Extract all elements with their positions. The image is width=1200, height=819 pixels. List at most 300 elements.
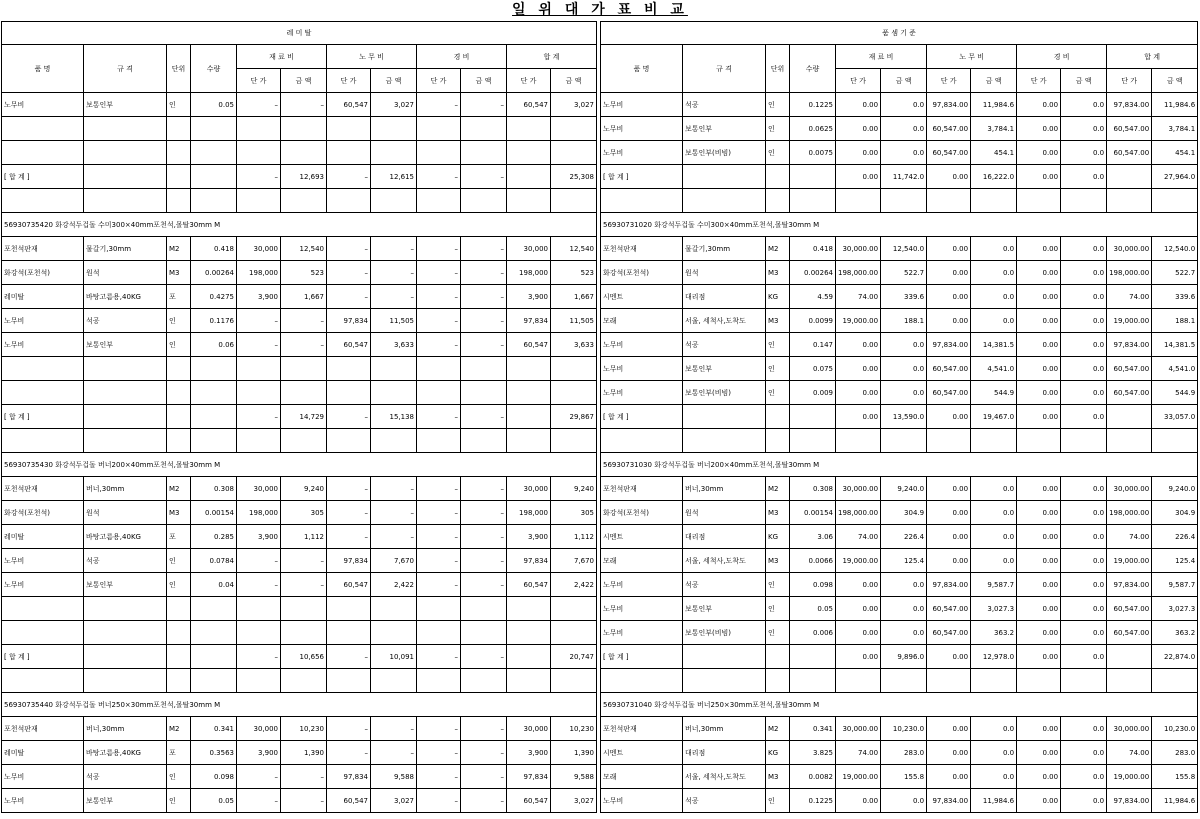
spec-cell <box>683 405 766 429</box>
table-row <box>601 573 1198 597</box>
total-amount-cell: 1,112 <box>551 525 597 549</box>
expense-amount-cell: – <box>461 501 507 525</box>
labor-amount-cell: 16,222.0 <box>971 165 1017 189</box>
item-cell: 노무비 <box>2 93 84 117</box>
qty-cell: 0.308 <box>790 477 836 501</box>
expense-amount-cell: 0.0 <box>1061 645 1107 669</box>
expense-amount-cell: 0.0 <box>1061 477 1107 501</box>
expense-amount-cell: 0.0 <box>1061 621 1107 645</box>
qty-cell: 0.1225 <box>790 93 836 117</box>
table-row <box>601 549 1198 573</box>
total-amount-cell: 1,390 <box>551 741 597 765</box>
total-unit-price-cell: 97,834 <box>507 309 551 333</box>
labor-amount-cell: 3,027.3 <box>971 597 1017 621</box>
labor-amount-cell: – <box>371 261 417 285</box>
total-amount-cell: 10,230 <box>551 717 597 741</box>
empty-cell <box>1152 669 1198 693</box>
empty-cell <box>2 117 84 141</box>
unit-cell: 포 <box>167 741 191 765</box>
total-unit-price-cell: 97,834.00 <box>1107 789 1152 813</box>
expense-amount-cell: – <box>461 93 507 117</box>
header-material: 재 료 비 <box>836 45 927 69</box>
qty-cell <box>191 165 237 189</box>
labor-unit-price-cell: 60,547.00 <box>927 141 971 165</box>
expense-amount-cell: 0.0 <box>1061 165 1107 189</box>
labor-unit-price-cell: 0.00 <box>927 477 971 501</box>
table-row <box>601 765 1198 789</box>
empty-cell <box>1017 189 1061 213</box>
empty-cell <box>237 117 281 141</box>
labor-unit-price-cell: – <box>327 525 371 549</box>
expense-amount-cell: – <box>461 765 507 789</box>
material-amount-cell: 125.4 <box>881 549 927 573</box>
item-cell: 노무비 <box>2 333 84 357</box>
empty-cell <box>237 621 281 645</box>
unit-cell: 인 <box>167 789 191 813</box>
total-unit-price-cell <box>1107 645 1152 669</box>
empty-cell <box>2 597 84 621</box>
item-cell: 시멘트 <box>601 525 683 549</box>
qty-cell: 0.00154 <box>790 501 836 525</box>
material-amount-cell: 12,693 <box>281 165 327 189</box>
labor-unit-price-cell: 0.00 <box>927 501 971 525</box>
table-row <box>601 717 1198 741</box>
empty-cell <box>191 357 237 381</box>
empty-cell <box>683 189 766 213</box>
labor-unit-price-cell: – <box>327 477 371 501</box>
blank-row <box>2 621 597 645</box>
unit-cell: 인 <box>766 597 790 621</box>
qty-cell: 0.308 <box>191 477 237 501</box>
empty-cell <box>237 669 281 693</box>
table-row <box>601 501 1198 525</box>
spec-cell: 원석 <box>84 261 167 285</box>
item-cell: 노무비 <box>601 93 683 117</box>
labor-unit-price-cell: 0.00 <box>927 741 971 765</box>
material-amount-cell: 0.0 <box>881 597 927 621</box>
empty-cell <box>927 429 971 453</box>
labor-amount-cell: 4,541.0 <box>971 357 1017 381</box>
total-unit-price-cell: 60,547.00 <box>1107 621 1152 645</box>
expense-unit-price-cell: – <box>417 405 461 429</box>
item-cell: 화강석(포천석) <box>2 501 84 525</box>
header-amount: 금 액 <box>1152 69 1198 93</box>
qty-cell <box>790 165 836 189</box>
labor-amount-cell: 0.0 <box>971 309 1017 333</box>
unit-cell: M3 <box>167 261 191 285</box>
table-row <box>2 93 597 117</box>
blank-row <box>601 669 1198 693</box>
table-row <box>2 525 597 549</box>
group-header-row <box>601 453 1198 477</box>
qty-cell: 0.05 <box>790 597 836 621</box>
qty-cell: 0.075 <box>790 357 836 381</box>
unit-cell: M2 <box>167 237 191 261</box>
qty-cell: 0.0784 <box>191 549 237 573</box>
material-amount-cell: 0.0 <box>881 621 927 645</box>
empty-cell <box>766 669 790 693</box>
unit-cell <box>766 165 790 189</box>
empty-cell <box>551 429 597 453</box>
qty-cell: 3.06 <box>790 525 836 549</box>
table-row <box>601 597 1198 621</box>
labor-amount-cell: 14,381.5 <box>971 333 1017 357</box>
qty-cell: 0.0099 <box>790 309 836 333</box>
material-unit-price-cell: 0.00 <box>836 789 881 813</box>
labor-amount-cell: 7,670 <box>371 549 417 573</box>
spec-cell: 석공 <box>683 789 766 813</box>
empty-cell <box>836 189 881 213</box>
expense-amount-cell: – <box>461 549 507 573</box>
expense-amount-cell: – <box>461 645 507 669</box>
header-amount: 금 액 <box>281 69 327 93</box>
unit-cell <box>167 165 191 189</box>
material-unit-price-cell: 19,000.00 <box>836 765 881 789</box>
empty-cell <box>1107 669 1152 693</box>
empty-cell <box>836 669 881 693</box>
unit-cell: KG <box>766 525 790 549</box>
empty-cell <box>507 597 551 621</box>
empty-cell <box>371 357 417 381</box>
spec-cell: 석공 <box>683 573 766 597</box>
expense-unit-price-cell: 0.00 <box>1017 357 1061 381</box>
empty-cell <box>551 597 597 621</box>
empty-cell <box>327 597 371 621</box>
empty-cell <box>167 141 191 165</box>
header-amount: 금 액 <box>881 69 927 93</box>
blank-row <box>2 117 597 141</box>
labor-unit-price-cell: 60,547.00 <box>927 381 971 405</box>
item-cell: 화강석(포천석) <box>601 261 683 285</box>
material-amount-cell: 283.0 <box>881 741 927 765</box>
qty-cell: 0.418 <box>191 237 237 261</box>
labor-unit-price-cell: 60,547.00 <box>927 597 971 621</box>
material-amount-cell: 12,540 <box>281 237 327 261</box>
empty-cell <box>167 621 191 645</box>
empty-cell <box>2 429 84 453</box>
left-section-title: 레 미 탈 <box>2 22 597 45</box>
empty-cell <box>281 189 327 213</box>
material-unit-price-cell: – <box>237 549 281 573</box>
qty-cell: 0.4275 <box>191 285 237 309</box>
unit-cell: 인 <box>766 141 790 165</box>
total-amount-cell: 3,027 <box>551 93 597 117</box>
material-unit-price-cell: 198,000 <box>237 261 281 285</box>
spec-cell: 버너,30mm <box>84 717 167 741</box>
total-unit-price-cell <box>507 645 551 669</box>
spec-cell: 석공 <box>683 333 766 357</box>
empty-cell <box>191 429 237 453</box>
empty-cell <box>461 429 507 453</box>
table-row <box>2 333 597 357</box>
spec-cell: 대리점 <box>683 741 766 765</box>
unit-cell: M2 <box>167 477 191 501</box>
unit-cell: M3 <box>766 549 790 573</box>
total-amount-cell: 523 <box>551 261 597 285</box>
material-unit-price-cell: – <box>237 573 281 597</box>
item-cell: 노무비 <box>2 309 84 333</box>
item-cell: [ 합 계 ] <box>2 405 84 429</box>
empty-cell <box>683 669 766 693</box>
empty-cell <box>191 117 237 141</box>
expense-amount-cell: – <box>461 261 507 285</box>
left-table-body <box>2 22 597 813</box>
spec-cell <box>84 165 167 189</box>
empty-cell <box>1152 189 1198 213</box>
expense-amount-cell: 0.0 <box>1061 333 1107 357</box>
qty-cell: 0.0066 <box>790 549 836 573</box>
spec-cell: 원석 <box>84 501 167 525</box>
expense-unit-price-cell: 0.00 <box>1017 141 1061 165</box>
material-unit-price-cell: 30,000.00 <box>836 477 881 501</box>
group-header-text: 56930731030 화강석두겁돌 버너200×40mm포천석,몰탈30mm M <box>601 453 1198 477</box>
spec-cell <box>683 165 766 189</box>
empty-cell <box>551 381 597 405</box>
total-amount-cell: 1,667 <box>551 285 597 309</box>
material-amount-cell: 0.0 <box>881 381 927 405</box>
item-cell: 노무비 <box>601 381 683 405</box>
left-cost-table <box>1 21 597 813</box>
qty-cell <box>191 645 237 669</box>
spec-cell: 서울, 세척사,도착도 <box>683 549 766 573</box>
labor-amount-cell: 0.0 <box>971 765 1017 789</box>
empty-cell <box>167 597 191 621</box>
empty-cell <box>371 621 417 645</box>
empty-cell <box>2 669 84 693</box>
material-amount-cell: 9,240.0 <box>881 477 927 501</box>
expense-amount-cell: 0.0 <box>1061 381 1107 405</box>
total-unit-price-cell: 198,000 <box>507 501 551 525</box>
empty-cell <box>1107 189 1152 213</box>
total-unit-price-cell: 74.00 <box>1107 285 1152 309</box>
table-row <box>2 477 597 501</box>
material-unit-price-cell: 19,000.00 <box>836 549 881 573</box>
material-unit-price-cell: 198,000.00 <box>836 501 881 525</box>
empty-cell <box>2 357 84 381</box>
total-unit-price-cell: 60,547 <box>507 93 551 117</box>
empty-cell <box>281 381 327 405</box>
empty-cell <box>417 597 461 621</box>
header-amount: 금 액 <box>461 69 507 93</box>
empty-cell <box>281 621 327 645</box>
table-row <box>601 117 1198 141</box>
empty-cell <box>417 429 461 453</box>
empty-cell <box>371 597 417 621</box>
labor-amount-cell: 0.0 <box>971 261 1017 285</box>
labor-amount-cell: 11,984.6 <box>971 789 1017 813</box>
expense-unit-price-cell: 0.00 <box>1017 309 1061 333</box>
unit-cell: 인 <box>766 573 790 597</box>
total-unit-price-cell: 198,000.00 <box>1107 261 1152 285</box>
spec-cell: 보통인부 <box>84 573 167 597</box>
unit-cell: 인 <box>766 621 790 645</box>
material-amount-cell: 522.7 <box>881 261 927 285</box>
total-unit-price-cell <box>1107 405 1152 429</box>
labor-unit-price-cell: 0.00 <box>927 765 971 789</box>
table-row <box>2 237 597 261</box>
expense-amount-cell: – <box>461 405 507 429</box>
unit-cell: 인 <box>766 333 790 357</box>
spec-cell: 보통인부(비빔) <box>683 381 766 405</box>
expense-amount-cell: 0.0 <box>1061 117 1107 141</box>
material-amount-cell: 188.1 <box>881 309 927 333</box>
total-amount-cell: 33,057.0 <box>1152 405 1198 429</box>
empty-cell <box>84 381 167 405</box>
labor-amount-cell: – <box>371 525 417 549</box>
material-amount-cell: 11,742.0 <box>881 165 927 189</box>
empty-cell <box>461 141 507 165</box>
material-unit-price-cell: 30,000.00 <box>836 237 881 261</box>
qty-cell: 0.0075 <box>790 141 836 165</box>
empty-cell <box>327 381 371 405</box>
labor-unit-price-cell: 97,834.00 <box>927 333 971 357</box>
qty-cell: 0.341 <box>191 717 237 741</box>
labor-unit-price-cell: 60,547 <box>327 573 371 597</box>
header-amount: 금 액 <box>1061 69 1107 93</box>
unit-cell: M3 <box>766 765 790 789</box>
labor-unit-price-cell: 0.00 <box>927 261 971 285</box>
header-amount: 금 액 <box>371 69 417 93</box>
material-unit-price-cell: – <box>237 645 281 669</box>
labor-amount-cell: 544.9 <box>971 381 1017 405</box>
qty-cell: 0.04 <box>191 573 237 597</box>
expense-amount-cell: – <box>461 525 507 549</box>
labor-amount-cell: 0.0 <box>971 501 1017 525</box>
empty-cell <box>507 117 551 141</box>
labor-unit-price-cell: 0.00 <box>927 237 971 261</box>
material-amount-cell: 10,230 <box>281 717 327 741</box>
empty-cell <box>881 189 927 213</box>
material-unit-price-cell: – <box>237 309 281 333</box>
material-unit-price-cell: 74.00 <box>836 741 881 765</box>
spec-cell: 보통인부 <box>84 333 167 357</box>
total-amount-cell: 14,381.5 <box>1152 333 1198 357</box>
labor-amount-cell: 19,467.0 <box>971 405 1017 429</box>
total-amount-cell: 454.1 <box>1152 141 1198 165</box>
labor-amount-cell: 11,984.6 <box>971 93 1017 117</box>
unit-cell: 인 <box>167 549 191 573</box>
empty-cell <box>371 117 417 141</box>
expense-amount-cell: – <box>461 789 507 813</box>
labor-amount-cell: – <box>371 237 417 261</box>
total-amount-cell: 3,784.1 <box>1152 117 1198 141</box>
empty-cell <box>417 669 461 693</box>
material-unit-price-cell: 0.00 <box>836 405 881 429</box>
empty-cell <box>167 381 191 405</box>
material-amount-cell: 0.0 <box>881 141 927 165</box>
unit-cell: 포 <box>167 285 191 309</box>
table-row <box>601 741 1198 765</box>
blank-row <box>601 189 1198 213</box>
total-amount-cell: 283.0 <box>1152 741 1198 765</box>
table-row <box>2 261 597 285</box>
empty-cell <box>461 621 507 645</box>
material-amount-cell: 10,656 <box>281 645 327 669</box>
total-unit-price-cell: 97,834 <box>507 549 551 573</box>
empty-cell <box>191 141 237 165</box>
item-cell: 모래 <box>601 309 683 333</box>
header-amount: 금 액 <box>551 69 597 93</box>
labor-unit-price-cell: – <box>327 741 371 765</box>
material-amount-cell: 0.0 <box>881 789 927 813</box>
qty-cell <box>790 405 836 429</box>
group-header-row <box>2 693 597 717</box>
expense-unit-price-cell: 0.00 <box>1017 765 1061 789</box>
material-unit-price-cell: 0.00 <box>836 381 881 405</box>
expense-unit-price-cell: – <box>417 165 461 189</box>
qty-cell <box>191 405 237 429</box>
empty-cell <box>237 141 281 165</box>
empty-cell <box>601 669 683 693</box>
qty-cell: 0.06 <box>191 333 237 357</box>
header-total: 합 계 <box>507 45 597 69</box>
labor-unit-price-cell: 97,834.00 <box>927 573 971 597</box>
total-unit-price-cell: 74.00 <box>1107 525 1152 549</box>
qty-cell: 0.147 <box>790 333 836 357</box>
material-unit-price-cell: 0.00 <box>836 573 881 597</box>
total-amount-cell: 29,867 <box>551 405 597 429</box>
item-cell: 노무비 <box>601 141 683 165</box>
empty-cell <box>507 357 551 381</box>
labor-unit-price-cell: 0.00 <box>927 717 971 741</box>
table-row <box>2 549 597 573</box>
material-unit-price-cell: – <box>237 789 281 813</box>
table-row <box>601 789 1198 813</box>
table-row <box>2 645 597 669</box>
expense-amount-cell: 0.0 <box>1061 237 1107 261</box>
qty-cell: 0.0625 <box>790 117 836 141</box>
empty-cell <box>191 621 237 645</box>
material-amount-cell: – <box>281 309 327 333</box>
total-unit-price-cell: 30,000 <box>507 717 551 741</box>
qty-cell: 0.00264 <box>790 261 836 285</box>
material-amount-cell: 0.0 <box>881 357 927 381</box>
empty-cell <box>551 189 597 213</box>
material-unit-price-cell: 0.00 <box>836 597 881 621</box>
material-unit-price-cell: 30,000 <box>237 237 281 261</box>
spec-cell: 보통인부(비빔) <box>683 141 766 165</box>
group-header-text: 56930735430 화강석두겁돌 버너200×40mm포천석,몰탈30mm M <box>2 453 597 477</box>
unit-cell: 인 <box>167 309 191 333</box>
empty-cell <box>601 189 683 213</box>
unit-cell <box>766 405 790 429</box>
table-row <box>2 765 597 789</box>
material-amount-cell: 13,590.0 <box>881 405 927 429</box>
empty-cell <box>191 189 237 213</box>
header-unit-price: 단 가 <box>1107 69 1152 93</box>
qty-cell: 0.00154 <box>191 501 237 525</box>
table-row <box>601 381 1198 405</box>
expense-unit-price-cell: – <box>417 261 461 285</box>
material-amount-cell: – <box>281 549 327 573</box>
empty-cell <box>417 381 461 405</box>
unit-cell: KG <box>766 741 790 765</box>
total-amount-cell: 2,422 <box>551 573 597 597</box>
labor-amount-cell: – <box>371 477 417 501</box>
spec-cell: 대리점 <box>683 285 766 309</box>
total-unit-price-cell <box>507 165 551 189</box>
table-row <box>601 405 1198 429</box>
expense-unit-price-cell: 0.00 <box>1017 381 1061 405</box>
expense-amount-cell: 0.0 <box>1061 501 1107 525</box>
total-unit-price-cell: 3,900 <box>507 285 551 309</box>
empty-cell <box>371 141 417 165</box>
total-unit-price-cell: 19,000.00 <box>1107 309 1152 333</box>
header-material: 재 료 비 <box>237 45 327 69</box>
material-unit-price-cell: 198,000 <box>237 501 281 525</box>
labor-unit-price-cell: 97,834 <box>327 549 371 573</box>
expense-amount-cell: – <box>461 333 507 357</box>
